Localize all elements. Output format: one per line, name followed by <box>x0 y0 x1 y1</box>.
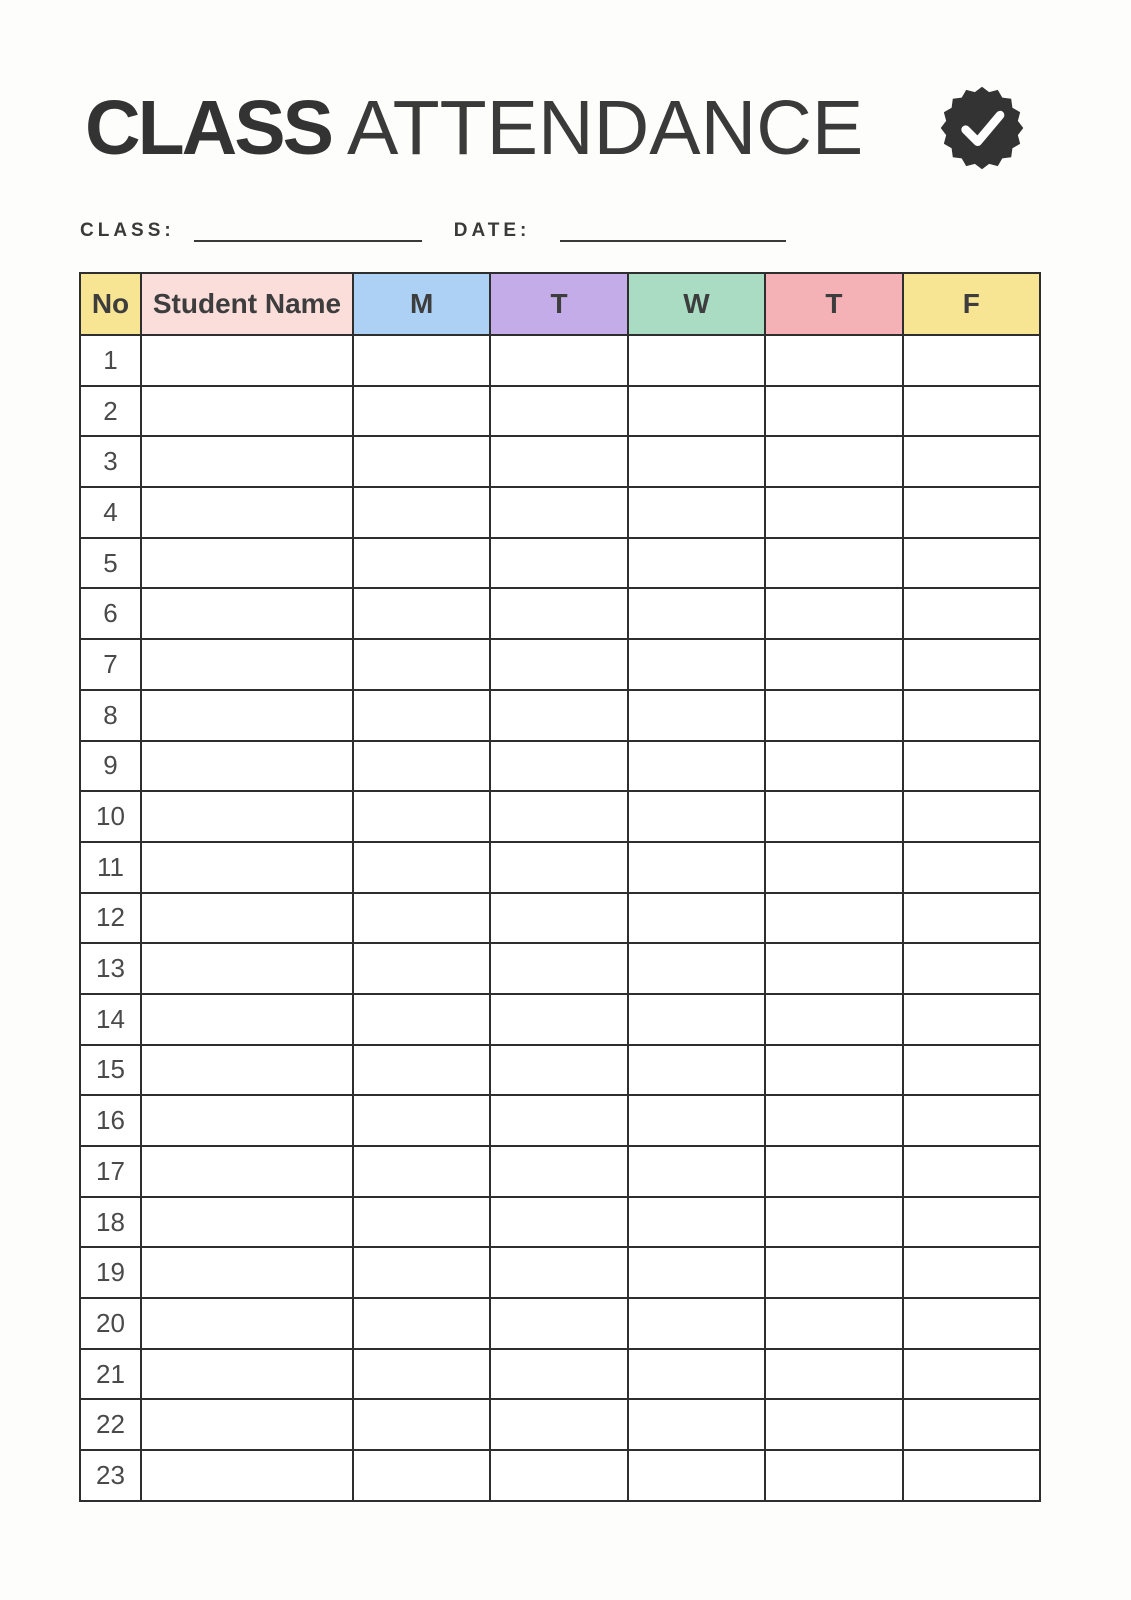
cell-m[interactable] <box>353 1247 490 1298</box>
cell-f[interactable] <box>903 943 1040 994</box>
cell-f[interactable] <box>903 690 1040 741</box>
cell-f[interactable] <box>903 1399 1040 1450</box>
cell-t2[interactable] <box>765 639 902 690</box>
table-row <box>80 335 1040 386</box>
cell-t2[interactable] <box>765 487 902 538</box>
cell-m[interactable] <box>353 690 490 741</box>
cell-t1[interactable] <box>490 1095 627 1146</box>
cell-w[interactable] <box>628 386 765 437</box>
cell-f[interactable] <box>903 741 1040 792</box>
cell-t2[interactable] <box>765 1247 902 1298</box>
cell-f[interactable] <box>903 538 1040 589</box>
cell-student_name[interactable] <box>141 1247 353 1298</box>
cell-m[interactable] <box>353 538 490 589</box>
date-label: DATE: <box>453 220 531 241</box>
column-header-t2: T <box>765 273 902 335</box>
row-number: 3 <box>80 436 141 487</box>
cell-m[interactable] <box>353 1045 490 1096</box>
cell-m[interactable] <box>353 994 490 1045</box>
cell-m[interactable] <box>353 335 490 386</box>
cell-t1[interactable] <box>490 791 627 842</box>
cell-m[interactable] <box>353 487 490 538</box>
cell-student_name[interactable] <box>141 1298 353 1349</box>
cell-m[interactable] <box>353 639 490 690</box>
badge-seal-shape <box>941 87 1024 170</box>
cell-m[interactable] <box>353 741 490 792</box>
cell-w[interactable] <box>628 1247 765 1298</box>
cell-student_name[interactable] <box>141 1045 353 1096</box>
cell-m[interactable] <box>353 1399 490 1450</box>
attendance-sheet <box>0 84 1131 1600</box>
cell-student_name[interactable] <box>141 436 353 487</box>
cell-student_name[interactable] <box>141 1450 353 1501</box>
cell-f[interactable] <box>903 1450 1040 1501</box>
cell-f[interactable] <box>903 386 1040 437</box>
table-row <box>80 588 1040 639</box>
cell-w[interactable] <box>628 842 765 893</box>
cell-t1[interactable] <box>490 842 627 893</box>
cell-student_name[interactable] <box>141 588 353 639</box>
row-number: 23 <box>80 1450 141 1501</box>
cell-t2[interactable] <box>765 1298 902 1349</box>
cell-m[interactable] <box>353 1095 490 1146</box>
cell-student_name[interactable] <box>141 386 353 437</box>
cell-m[interactable] <box>353 943 490 994</box>
table-row <box>80 791 1040 842</box>
row-number: 18 <box>80 1197 141 1248</box>
cell-w[interactable] <box>628 893 765 944</box>
row-number: 17 <box>80 1146 141 1197</box>
cell-f[interactable] <box>903 1298 1040 1349</box>
cell-w[interactable] <box>628 1197 765 1248</box>
cell-t1[interactable] <box>490 943 627 994</box>
cell-w[interactable] <box>628 588 765 639</box>
row-number: 13 <box>80 943 141 994</box>
column-header-w: W <box>628 273 765 335</box>
cell-w[interactable] <box>628 1349 765 1400</box>
cell-t2[interactable] <box>765 690 902 741</box>
row-number: 11 <box>80 842 141 893</box>
cell-m[interactable] <box>353 842 490 893</box>
cell-t1[interactable] <box>490 1450 627 1501</box>
cell-student_name[interactable] <box>141 1349 353 1400</box>
cell-t2[interactable] <box>765 588 902 639</box>
cell-w[interactable] <box>628 436 765 487</box>
cell-f[interactable] <box>903 487 1040 538</box>
cell-w[interactable] <box>628 1450 765 1501</box>
cell-t2[interactable] <box>765 538 902 589</box>
cell-student_name[interactable] <box>141 538 353 589</box>
class-label: CLASS: <box>80 220 175 241</box>
date-field-group <box>454 216 787 242</box>
cell-student_name[interactable] <box>141 1197 353 1248</box>
row-number: 21 <box>80 1349 141 1400</box>
cell-f[interactable] <box>903 1045 1040 1096</box>
cell-student_name[interactable] <box>141 1146 353 1197</box>
cell-t1[interactable] <box>490 893 627 944</box>
table-row <box>80 690 1040 741</box>
row-number: 14 <box>80 994 141 1045</box>
table-row <box>80 1349 1040 1400</box>
cell-t1[interactable] <box>490 741 627 792</box>
cell-t2[interactable] <box>765 842 902 893</box>
table-header-row <box>80 273 1040 335</box>
cell-w[interactable] <box>628 1298 765 1349</box>
cell-m[interactable] <box>353 1146 490 1197</box>
table-row <box>80 1450 1040 1501</box>
cell-m[interactable] <box>353 893 490 944</box>
table-row <box>80 1399 1040 1450</box>
page-title-class: CLASS <box>85 84 331 171</box>
cell-w[interactable] <box>628 335 765 386</box>
cell-student_name[interactable] <box>141 639 353 690</box>
cell-w[interactable] <box>628 1095 765 1146</box>
table-row <box>80 943 1040 994</box>
cell-w[interactable] <box>628 741 765 792</box>
table-row <box>80 1247 1040 1298</box>
cell-t2[interactable] <box>765 943 902 994</box>
cell-f[interactable] <box>903 1095 1040 1146</box>
cell-t1[interactable] <box>490 1197 627 1248</box>
table-row <box>80 538 1040 589</box>
cell-t2[interactable] <box>765 893 902 944</box>
column-header-m: M <box>353 273 490 335</box>
title-row <box>85 84 1025 172</box>
column-header-no: No <box>80 273 141 335</box>
page-title <box>85 84 864 171</box>
cell-f[interactable] <box>903 1197 1040 1248</box>
cell-student_name[interactable] <box>141 690 353 741</box>
class-input[interactable] <box>194 216 422 242</box>
cell-w[interactable] <box>628 1045 765 1096</box>
row-number: 22 <box>80 1399 141 1450</box>
cell-f[interactable] <box>903 1349 1040 1400</box>
column-header-f: F <box>903 273 1040 335</box>
cell-t1[interactable] <box>490 1399 627 1450</box>
cell-m[interactable] <box>353 1298 490 1349</box>
verified-check-badge-icon <box>939 85 1025 171</box>
row-number: 5 <box>80 538 141 589</box>
table-row <box>80 1045 1040 1096</box>
cell-t1[interactable] <box>490 1349 627 1400</box>
cell-t2[interactable] <box>765 1450 902 1501</box>
cell-t1[interactable] <box>490 690 627 741</box>
cell-w[interactable] <box>628 487 765 538</box>
row-number: 9 <box>80 741 141 792</box>
cell-w[interactable] <box>628 1399 765 1450</box>
table-row <box>80 842 1040 893</box>
column-header-t1: T <box>490 273 627 335</box>
cell-t1[interactable] <box>490 487 627 538</box>
cell-student_name[interactable] <box>141 335 353 386</box>
row-number: 12 <box>80 893 141 944</box>
row-number: 20 <box>80 1298 141 1349</box>
cell-t2[interactable] <box>765 1146 902 1197</box>
table-row <box>80 1197 1040 1248</box>
row-number: 2 <box>80 386 141 437</box>
cell-f[interactable] <box>903 335 1040 386</box>
row-number: 19 <box>80 1247 141 1298</box>
cell-t2[interactable] <box>765 436 902 487</box>
cell-f[interactable] <box>903 1146 1040 1197</box>
table-row <box>80 1146 1040 1197</box>
cell-t2[interactable] <box>765 1349 902 1400</box>
cell-w[interactable] <box>628 538 765 589</box>
cell-student_name[interactable] <box>141 842 353 893</box>
cell-f[interactable] <box>903 436 1040 487</box>
cell-w[interactable] <box>628 943 765 994</box>
cell-t1[interactable] <box>490 386 627 437</box>
row-number: 10 <box>80 791 141 842</box>
cell-m[interactable] <box>353 791 490 842</box>
class-field-group <box>80 216 422 242</box>
table-row <box>80 1095 1040 1146</box>
table-row <box>80 386 1040 437</box>
row-number: 15 <box>80 1045 141 1096</box>
cell-t2[interactable] <box>765 1399 902 1450</box>
attendance-table <box>79 272 1041 1502</box>
cell-student_name[interactable] <box>141 1095 353 1146</box>
cell-t1[interactable] <box>490 588 627 639</box>
cell-t2[interactable] <box>765 741 902 792</box>
cell-f[interactable] <box>903 842 1040 893</box>
page-title-attendance: ATTENDANCE <box>346 84 864 171</box>
cell-t1[interactable] <box>490 1146 627 1197</box>
cell-t1[interactable] <box>490 1247 627 1298</box>
cell-f[interactable] <box>903 588 1040 639</box>
cell-t1[interactable] <box>490 335 627 386</box>
cell-f[interactable] <box>903 893 1040 944</box>
cell-w[interactable] <box>628 690 765 741</box>
cell-t2[interactable] <box>765 994 902 1045</box>
cell-f[interactable] <box>903 1247 1040 1298</box>
cell-t2[interactable] <box>765 335 902 386</box>
cell-student_name[interactable] <box>141 994 353 1045</box>
table-row <box>80 487 1040 538</box>
cell-m[interactable] <box>353 436 490 487</box>
cell-student_name[interactable] <box>141 791 353 842</box>
cell-m[interactable] <box>353 1450 490 1501</box>
date-input[interactable] <box>560 216 786 242</box>
cell-t2[interactable] <box>765 1197 902 1248</box>
cell-t1[interactable] <box>490 436 627 487</box>
table-header <box>80 273 1040 335</box>
row-number: 16 <box>80 1095 141 1146</box>
row-number: 6 <box>80 588 141 639</box>
row-number: 8 <box>80 690 141 741</box>
cell-m[interactable] <box>353 1349 490 1400</box>
table-row <box>80 1298 1040 1349</box>
cell-w[interactable] <box>628 1146 765 1197</box>
cell-t1[interactable] <box>490 639 627 690</box>
table-row <box>80 741 1040 792</box>
cell-m[interactable] <box>353 588 490 639</box>
table-row <box>80 639 1040 690</box>
cell-w[interactable] <box>628 994 765 1045</box>
cell-w[interactable] <box>628 791 765 842</box>
row-number: 7 <box>80 639 141 690</box>
table-row <box>80 994 1040 1045</box>
cell-t2[interactable] <box>765 386 902 437</box>
cell-w[interactable] <box>628 639 765 690</box>
cell-student_name[interactable] <box>141 943 353 994</box>
row-number: 1 <box>80 335 141 386</box>
cell-t2[interactable] <box>765 1045 902 1096</box>
row-number: 4 <box>80 487 141 538</box>
cell-t2[interactable] <box>765 1095 902 1146</box>
table-row <box>80 436 1040 487</box>
cell-t1[interactable] <box>490 1045 627 1096</box>
cell-student_name[interactable] <box>141 1399 353 1450</box>
cell-m[interactable] <box>353 386 490 437</box>
cell-student_name[interactable] <box>141 893 353 944</box>
cell-t1[interactable] <box>490 994 627 1045</box>
column-header-student_name: Student Name <box>141 273 353 335</box>
cell-f[interactable] <box>903 791 1040 842</box>
form-row <box>80 212 1131 242</box>
cell-student_name[interactable] <box>141 487 353 538</box>
cell-f[interactable] <box>903 994 1040 1045</box>
table-body <box>80 335 1040 1501</box>
cell-t2[interactable] <box>765 791 902 842</box>
cell-t1[interactable] <box>490 1298 627 1349</box>
cell-f[interactable] <box>903 639 1040 690</box>
cell-t1[interactable] <box>490 538 627 589</box>
table-row <box>80 893 1040 944</box>
cell-m[interactable] <box>353 1197 490 1248</box>
cell-student_name[interactable] <box>141 741 353 792</box>
